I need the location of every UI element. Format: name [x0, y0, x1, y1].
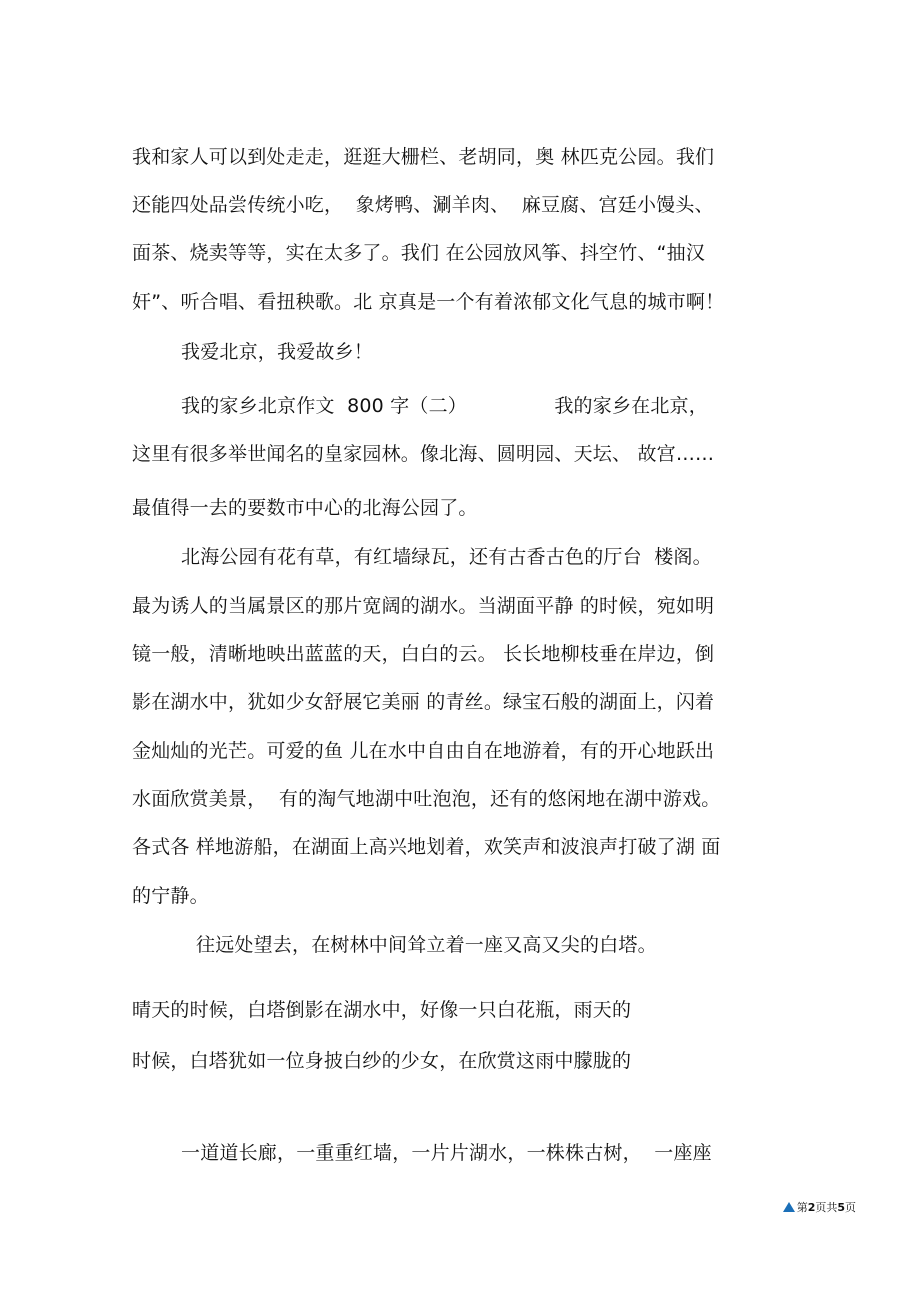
- paragraph-line: 最为诱人的当属景区的那片宽阔的湖水。当湖面平静 的时候，宛如明: [132, 595, 715, 617]
- paragraph-line: 往远处望去，在树林中间耸立着一座又高又尖的白塔。: [196, 934, 657, 956]
- total-page-number: 5: [837, 1201, 845, 1214]
- paragraph-line: 奸”、听合唱、看扭秧歌。北 京真是一个有着浓郁文化气息的城市啊！: [132, 291, 725, 313]
- paragraph-line: 我和家人可以到处走走，逛逛大栅栏、老胡同，奥 林匹克公园。我们: [132, 146, 715, 168]
- paragraph-line: 影在湖水中，犹如少女舒展它美丽 的青丝。绿宝石般的湖面上，闪着: [132, 691, 715, 713]
- paragraph-line: 晴天的时候，白塔倒影在湖水中，好像一只白花瓶，雨天的: [132, 999, 632, 1021]
- paragraph-line: 时候，白塔犹如一位身披白纱的少女，在欣赏这雨中朦胧的: [132, 1050, 632, 1072]
- paragraph-line: 的宁静。: [132, 885, 209, 907]
- paragraph-line: 镜一般，清晰地映出蓝蓝的天，白白的云。 长长地柳枝垂在岸边，倒: [132, 643, 715, 665]
- paragraph-line: 各式各 样地游船，在湖面上高兴地划着，欢笑声和波浪声打破了湖 面: [132, 836, 721, 858]
- current-page-number: 2: [807, 1201, 816, 1214]
- paragraph-line: 还能四处品尝传统小吃， 象烤鸭、涮羊肉、 麻豆腐、宫廷小馒头、: [132, 194, 714, 216]
- paragraph-line: 金灿灿的光芒。可爱的鱼 儿在水中自由自在地游着，有的开心地跃出: [132, 740, 715, 762]
- footer-middle: 页共: [815, 1201, 838, 1214]
- paragraph-line: 一道道长廊，一重重红墙，一片片湖水，一株株古树， 一座座: [181, 1142, 712, 1164]
- paragraph-line: 北海公园有花有草，有红墙绿瓦，还有古香古色的厅台 楼阁。: [181, 546, 712, 568]
- paragraph-line: 这里有很多举世闻名的皇家园林。像北海、圆明园、天坛、 故宫……: [132, 443, 715, 465]
- paragraph-line: 水面欣赏美景， 有的淘气地湖中吐泡泡，还有的悠闲地在湖中游戏。: [132, 788, 721, 810]
- footer-suffix: 页: [845, 1201, 856, 1214]
- triangle-up-icon: [783, 1202, 795, 1212]
- footer-prefix: 第: [796, 1201, 808, 1214]
- heading-line: 我的家乡北京作文 800 字（二） 我的家乡在北京，: [181, 395, 708, 417]
- page-number-footer: [783, 1201, 856, 1215]
- paragraph-line: 我爱北京，我爱故乡！: [181, 341, 374, 363]
- paragraph-line: 面茶、烧卖等等，实在太多了。我们 在公园放风筝、抖空竹、“抽汉: [132, 242, 706, 264]
- paragraph-line: 最值得一去的要数市中心的北海公园了。: [132, 497, 478, 519]
